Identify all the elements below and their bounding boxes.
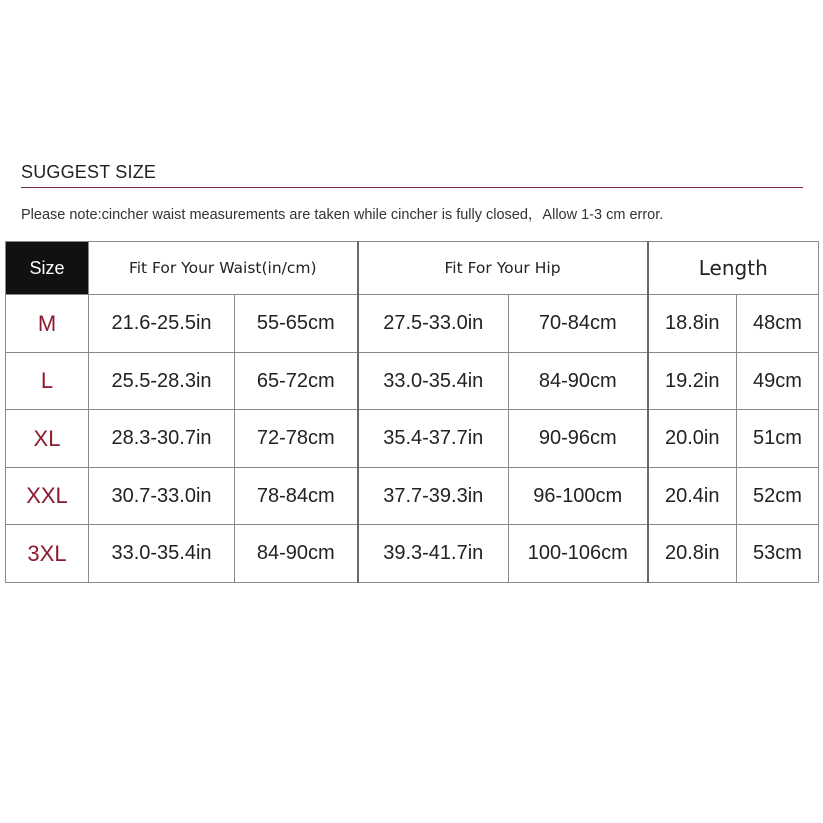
size-label: 3XL	[6, 525, 89, 583]
page-title: SUGGEST SIZE	[21, 162, 157, 182]
hip-cm-cell: 90-96cm	[509, 410, 648, 468]
length-cm-cell: 49cm	[737, 352, 819, 410]
hip-in-cell: 33.0-35.4in	[358, 352, 509, 410]
table-row	[6, 352, 819, 410]
table-row	[6, 295, 819, 353]
waist-in-cell: 21.6-25.5in	[89, 295, 235, 353]
length-header: Length	[648, 242, 819, 295]
length-in-cell: 20.0in	[648, 410, 737, 468]
waist-cm-cell: 55-65cm	[235, 295, 358, 353]
waist-cm-cell: 78-84cm	[235, 467, 358, 525]
waist-header: Fit For Your Waist(in/cm)	[89, 242, 358, 295]
waist-in-cell: 30.7-33.0in	[89, 467, 235, 525]
length-cm-cell: 51cm	[737, 410, 819, 468]
hip-in-cell: 27.5-33.0in	[358, 295, 509, 353]
length-in-cell: 19.2in	[648, 352, 737, 410]
waist-cm-cell: 65-72cm	[235, 352, 358, 410]
waist-in-cell: 33.0-35.4in	[89, 525, 235, 583]
size-label: XL	[6, 410, 89, 468]
length-in-cell: 20.4in	[648, 467, 737, 525]
size-chart-table	[5, 241, 819, 583]
waist-in-cell: 28.3-30.7in	[89, 410, 235, 468]
size-label: XXL	[6, 467, 89, 525]
length-in-cell: 20.8in	[648, 525, 737, 583]
table-row	[6, 525, 819, 583]
hip-in-cell: 35.4-37.7in	[358, 410, 509, 468]
hip-cm-cell: 70-84cm	[509, 295, 648, 353]
title-divider	[21, 187, 803, 188]
hip-cm-cell: 84-90cm	[509, 352, 648, 410]
waist-in-cell: 25.5-28.3in	[89, 352, 235, 410]
waist-cm-cell: 72-78cm	[235, 410, 358, 468]
size-label: M	[6, 295, 89, 353]
length-cm-cell: 53cm	[737, 525, 819, 583]
hip-cm-cell: 100-106cm	[509, 525, 648, 583]
length-in-cell: 18.8in	[648, 295, 737, 353]
hip-header: Fit For Your Hip	[358, 242, 648, 295]
table-header-row	[6, 242, 819, 295]
hip-in-cell: 37.7-39.3in	[358, 467, 509, 525]
length-cm-cell: 52cm	[737, 467, 819, 525]
table-row	[6, 410, 819, 468]
length-cm-cell: 48cm	[737, 295, 819, 353]
size-header: Size	[6, 242, 89, 295]
hip-in-cell: 39.3-41.7in	[358, 525, 509, 583]
waist-cm-cell: 84-90cm	[235, 525, 358, 583]
size-label: L	[6, 352, 89, 410]
hip-cm-cell: 96-100cm	[509, 467, 648, 525]
table-row	[6, 467, 819, 525]
measurement-note: Please note:cincher waist measurements are taken while cincher is fully closed，Allow 1-3 cm error.	[21, 207, 664, 223]
